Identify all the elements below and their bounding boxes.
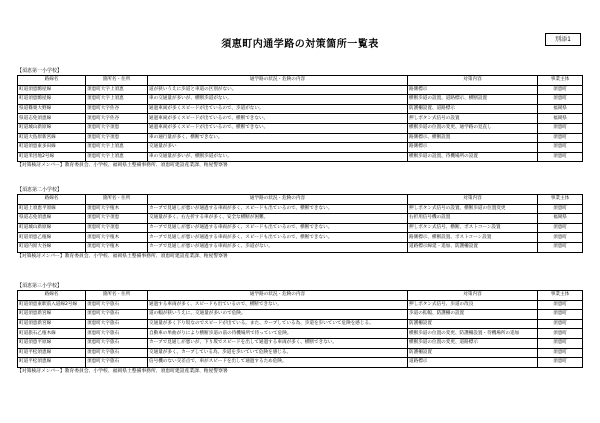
location-cell: 須恵町大字上須恵 [86,143,148,153]
column-header: 箇所名・住所 [86,291,148,301]
measure-cell: 横断歩道の設置、待機場所の設置 [408,152,538,162]
column-header: 対策内容 [408,291,538,301]
location-cell: 須恵町大字旅石 [86,310,148,320]
column-header: 通学路の状況・危険の内容 [148,195,408,205]
hazard-cell: 交通量が多く、右左折する車が多く、安全な横断が困難。 [148,214,408,224]
measure-cell: 防護柵設置、道路標示 [408,104,538,114]
table-header-row [18,195,583,205]
route-cell: 町道大島原新宮線 [18,133,86,143]
table-row [18,242,583,252]
location-cell: 須恵町大字植木 [86,242,148,252]
route-cell: 町道須恵新宮線 [18,319,86,329]
agency-cell: 須恵町 [538,348,583,358]
location-cell: 須恵町大字須恵 [86,214,148,224]
measure-cell: 路側標示、横断設置 [408,133,538,143]
location-cell: 須恵町大字旅石 [86,319,148,329]
column-header: 対策内容 [408,76,538,86]
committee-note: 【対策検討メンバー】教育委員会、小学校、福岡県土整備事務所、須恵町建設産業課、粕屋警察署 [17,368,228,374]
location-cell: 須恵町大字旅石 [86,329,148,339]
route-cell: 県道篠栗大野線 [18,104,86,114]
hazard-cell: 交通量が多い [148,143,408,153]
section-school-2 [17,187,582,260]
location-cell: 須恵町大字旅石 [86,348,148,358]
hazard-cell: 交通量が多く下り坂なのでスピードが出ている。また、カーブしている為、歩道を歩いていて危険を感じる。 [148,319,408,329]
hazard-cell: 道が狭いうえに歩道と車道の区別がない。 [148,85,408,95]
table-row [18,329,583,339]
measure-cell: 横断歩道の設置、道路標示、横断設置 [408,95,538,105]
table-row [18,104,583,114]
location-cell: 須恵町大字上須恵 [86,85,148,95]
route-cell: 町道須恵東多田線 [18,143,86,153]
route-cell: 町道米団地2号線 [18,152,86,162]
hazard-cell: 道の幅が狭いうえに、交通量が多いので危険。 [148,310,408,320]
hazard-cell: 交通量が多く、カーブしている為、歩道を歩いていて危険を感じる。 [148,348,408,358]
agency-cell: 須恵町 [538,310,583,320]
agency-cell: 須恵町 [538,223,583,233]
location-cell: 須恵町大字上須恵 [86,152,148,162]
hazard-cell: 車の交通量が多いが、横断歩道がない。 [148,152,408,162]
table-row [18,214,583,224]
route-cell: 町道須恵駒屋線 [18,85,86,95]
hazard-cell: 通過する車両が多く、スピードも出ているので、横断できない。 [148,300,408,310]
measures-table [17,194,583,253]
committee-note: 【対策検討メンバー】教育委員会、小学校、福岡県土整備事務所、須恵町建設産業課、粕屋警察署 [17,163,228,169]
table-row [18,123,583,133]
route-cell: 町道城山新原線 [18,123,86,133]
column-header: 箇所名・住所 [86,195,148,205]
column-header: 路線名 [18,195,86,205]
column-header: 対策内容 [408,195,538,205]
document-title: 須恵町内通学路の対策箇所一覧表 [221,39,379,50]
location-cell: 須恵町大字旅石 [86,300,148,310]
measure-cell: 横断歩道の位置の変更、防護柵設置・待機場所の追加 [408,329,538,339]
table-row [18,319,583,329]
table-row [18,358,583,368]
hazard-cell: カーブで見通しが悪いが通過する車両が多く、スピードも出ているので、横断できない。 [148,223,408,233]
table-row [18,114,583,124]
hazard-cell: カーブで見通しが悪いが、下り坂でスピードを出して通過する車両が多く、横断できない。 [148,338,408,348]
column-header: 事業主体 [538,195,583,205]
section-school-3 [17,283,582,375]
section-label: 【須恵第三小学校】 [17,283,63,289]
column-header: 事業主体 [538,76,583,86]
agency-cell: 福岡県 [538,114,583,124]
agency-cell: 福岡県 [538,214,583,224]
table-row [18,85,583,95]
measure-cell: 道路標示 [408,358,538,368]
agency-cell: 須恵町 [538,204,583,214]
agency-cell: 須恵町 [538,329,583,339]
measures-table [17,290,583,368]
hazard-cell: 自動車の単曲がりにより横断歩道の前の待機場所で待っていて危険。 [148,329,408,339]
agency-cell: 須恵町 [538,338,583,348]
measure-cell: 横断歩道の位置の変更、道路標示 [408,338,538,348]
agency-cell: 須恵町 [538,233,583,243]
measure-cell: 押しボタン式信号の設置、横断歩道の位置変更 [408,204,538,214]
agency-cell: 須恵町 [538,300,583,310]
table-row [18,223,583,233]
measure-cell: 歩道の拡幅、防護柵の設置 [408,310,538,320]
route-cell: 町道須恵平原線 [18,338,86,348]
section-label: 【須恵第一小学校】 [17,68,63,74]
agency-cell: 須恵町 [538,152,583,162]
measure-cell: 防護柵設置 [408,348,538,358]
location-cell: 須恵町大字須恵 [86,223,148,233]
route-cell: 県道志免須恵線 [18,214,86,224]
agency-cell: 須恵町 [538,85,583,95]
table-row [18,95,583,105]
measures-table [17,75,583,162]
route-cell: 町道須恵乙植線 [18,233,86,243]
table-row [18,233,583,243]
location-cell: 須恵町大字植木 [86,233,148,243]
column-header: 通学路の状況・危険の内容 [148,291,408,301]
table-row [18,348,583,358]
table-row [18,300,583,310]
hazard-cell: 通過車両が多くスピードが出ているので、横断できない。 [148,123,408,133]
agency-cell: 須恵町 [538,319,583,329]
agency-cell: 須恵町 [538,123,583,133]
table-row [18,143,583,153]
section-label: 【須恵第二小学校】 [17,187,63,193]
route-cell: 町道上須恵平原線 [18,204,86,214]
route-cell: 町道城山新原線 [18,223,86,233]
column-header: 箇所名・住所 [86,76,148,86]
route-cell: 町道平松須恵線 [18,358,86,368]
hazard-cell: 車の通行量が多く、横断できない。 [148,133,408,143]
agency-cell: 須恵町 [538,143,583,153]
location-cell: 須恵町大字須恵 [86,123,148,133]
committee-note: 【対策検討メンバー】教育委員会、小学校、福岡県土整備事務所、須恵町建設産業課、粕屋警察署 [17,253,228,259]
location-cell: 須恵町大字旅石 [86,358,148,368]
column-header: 路線名 [18,291,86,301]
measure-cell: 押しボタン式信号、横断、ポストコーン設置 [408,223,538,233]
route-cell: 町道旅石乙植木線 [18,329,86,339]
agency-cell: 須恵町 [538,95,583,105]
location-cell: 須恵町大字須恵 [86,133,148,143]
measure-cell: 路側標示 [408,85,538,95]
measure-cell: 路側標示、横断設置、ポストコーン設置 [408,233,538,243]
agency-cell: 福岡県 [538,104,583,114]
table-header-row [18,76,583,86]
measure-cell: 右折用信号機の設置 [408,214,538,224]
section-school-1 [17,68,582,169]
measure-cell: 押しボタン式信号、歩道の改良 [408,300,538,310]
column-header: 路線名 [18,76,86,86]
table-row [18,338,583,348]
route-cell: 町道須恵東駅前入道線2号線 [18,300,86,310]
column-header: 通学路の状況・危険の内容 [148,76,408,86]
measure-cell: 路側標示 [408,143,538,153]
measure-cell: 横断歩道の位置の変更、通学路の見直し [408,123,538,133]
hazard-cell: 通過車両が多くスピードが出ているので、横断できない。 [148,114,408,124]
measure-cell: 道路標示線延・追加、防護柵設置 [408,242,538,252]
agency-cell: 須恵町 [538,358,583,368]
hazard-cell: カーブで見通しが悪いが通過する車両が多く、スピードも出ているので、横断できない。 [148,204,408,214]
hazard-cell: 信号機のない交差点で、車がスピードを出して通過するため危険。 [148,358,408,368]
route-cell: 町道内原大谷線 [18,242,86,252]
attachment-badge: 別添1 [545,33,581,46]
location-cell: 須恵町大字佐谷 [86,114,148,124]
route-cell: 町道平松須恵線 [18,348,86,358]
hazard-cell: カーブで見通しが悪いが通過する車両が多く、スピードも出ているので、横断できない。 [148,233,408,243]
table-row [18,204,583,214]
route-cell: 県道志免須恵線 [18,114,86,124]
location-cell: 須恵町大字佐谷 [86,104,148,114]
route-cell: 町道須恵新宮線 [18,310,86,320]
table-row [18,310,583,320]
table-header-row [18,291,583,301]
route-cell: 町道須恵駒屋線 [18,95,86,105]
hazard-cell: 車の交通量が多いが、横断歩道がない。 [148,95,408,105]
location-cell: 須恵町大字植木 [86,204,148,214]
agency-cell: 須恵町 [538,242,583,252]
table-row [18,152,583,162]
hazard-cell: カーブで見通しが悪いが通過する車両が多く、歩道がない。 [148,242,408,252]
agency-cell: 須恵町 [538,133,583,143]
measure-cell: 押しボタン式信号の設置 [408,114,538,124]
measure-cell: 防護柵設置 [408,319,538,329]
table-row [18,133,583,143]
location-cell: 須恵町大字上須恵 [86,95,148,105]
hazard-cell: 通過車両が多くスピードが出ているので、歩道がない。 [148,104,408,114]
location-cell: 須恵町大字旅石 [86,338,148,348]
column-header: 事業主体 [538,291,583,301]
